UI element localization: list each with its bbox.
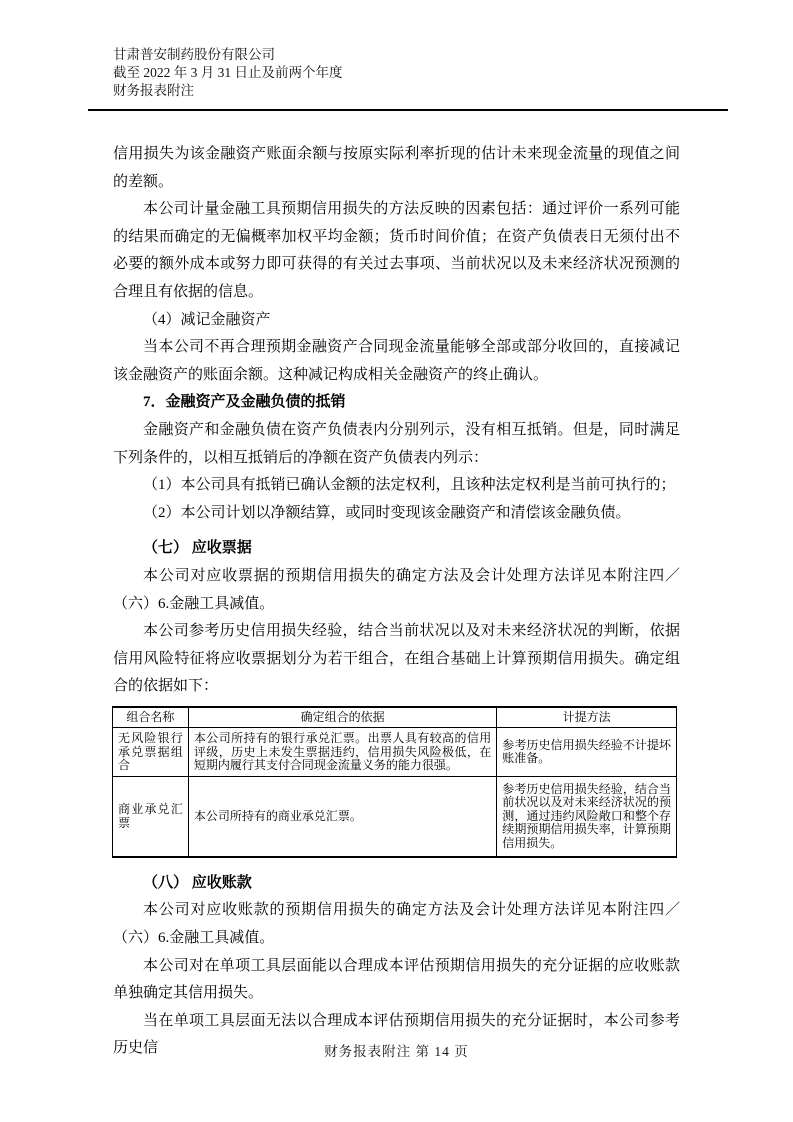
table-row: [113, 728, 677, 777]
paragraph-individual-assessment: 本公司对在单项工具层面能以合理成本评估预期信用损失的充分证据的应收账款单独确定其信用损失。: [113, 957, 680, 1002]
paragraph-ecl-measurement-factors: 本公司计量金融工具预期信用损失的方法反映的因素包括：通过评价一系列可能的结果而确定的无偏概率加权平均金额；货币时间价值；在资产负债表日无须付出不必要的额外成本或努力即可获得的有关过去事项、当前状况以及未来经济状况预测的合理且有依据的信息。: [113, 201, 680, 300]
portfolio-table: [112, 706, 677, 858]
paragraph-offsetting-condition-1: （1）本公司具有抵销已确认金额的法定权利，且该种法定权利是当前可执行的；: [143, 477, 676, 494]
paragraph-notes-receivable-grouping: 本公司参考历史信用损失经验，结合当前状况以及对未来经济状况的判断，依据信用风险特征将应收票据划分为若干组合，在组合基础上计算预期信用损失。确定组合的依据如下：: [113, 623, 680, 695]
paragraph-writedown-description: 当本公司不再合理预期金融资产合同现金流量能够全部或部分收回的，直接减记该金融资产的账面余额。这种减记构成相关金融资产的终止确认。: [113, 339, 680, 383]
document-body: [113, 141, 680, 1063]
cell-basis: 本公司所持有的商业承兑汇票。: [188, 777, 496, 857]
cell-method: 参考历史信用损失经验不计提坏账准备。: [497, 728, 677, 777]
paragraph-accounts-receivable-method: 本公司对应收账款的预期信用损失的确定方法及会计处理方法详见本附注四／（六）6.金融工具减值。: [113, 902, 680, 947]
report-period: 截至 2022 年 3 月 31 日止及前两个年度: [113, 65, 343, 80]
section-heading-notes-receivable: （七） 应收票据: [143, 540, 252, 557]
column-header-method: 计提方法: [497, 707, 677, 728]
document-title: 财务报表附注: [113, 83, 194, 98]
section-heading-accounts-receivable: （八） 应收账款: [143, 874, 252, 891]
column-header-basis: 确定组合的依据: [188, 707, 496, 728]
paragraph-collective-assessment: 当在单项工具层面无法以合理成本评估预期信用损失的充分证据时，本公司参考历史信: [113, 1012, 680, 1057]
cell-method: 参考历史信用损失经验，结合当前状况以及对未来经济状况的预测，通过违约风险敞口和整个存续期预期信用损失率，计算预期信用损失。: [497, 777, 677, 857]
paragraph-offsetting-condition-2: （2）本公司计划以净额结算，或同时变现该金融资产和清偿该金融负债。: [143, 504, 631, 521]
table-row: [113, 777, 677, 857]
paragraph-credit-loss-definition: 信用损失为该金融资产账面余额与按原实际利率折现的估计未来现金流量的现值之间的差额。: [113, 146, 680, 190]
company-name: 甘肃普安制药股份有限公司: [113, 47, 275, 62]
section-heading-offsetting: 7．金融资产及金融负债的抵销: [143, 394, 346, 411]
page-header: [113, 46, 680, 100]
column-header-portfolio-name: 组合名称: [113, 707, 189, 728]
table-header-row: [113, 707, 677, 728]
paragraph-offsetting-description: 金融资产和金融负债在资产负债表内分别列示，没有相互抵销。但是，同时满足下列条件的，以相互抵销后的净额在资产负债表内列示：: [113, 421, 680, 466]
page-footer: [0, 1040, 793, 1060]
footer-page-number: 财务报表附注 第 14 页: [324, 1044, 469, 1059]
cell-portfolio-name: 商业承兑汇票: [113, 777, 189, 857]
header-divider: [88, 109, 728, 111]
cell-basis: 本公司所持有的银行承兑汇票。出票人具有较高的信用评级，历史上未发生票据违约，信用损失风险极低，在短期内履行其支付合同现金流量义务的能力很强。: [188, 728, 496, 777]
subheading-writedown-financial-assets: （4）减记金融资产: [143, 311, 271, 328]
paragraph-notes-receivable-method: 本公司对应收票据的预期信用损失的确定方法及会计处理方法详见本附注四／（六）6.金融工具减值。: [113, 567, 680, 612]
cell-portfolio-name: 无风险银行承兑票据组合: [113, 728, 189, 777]
